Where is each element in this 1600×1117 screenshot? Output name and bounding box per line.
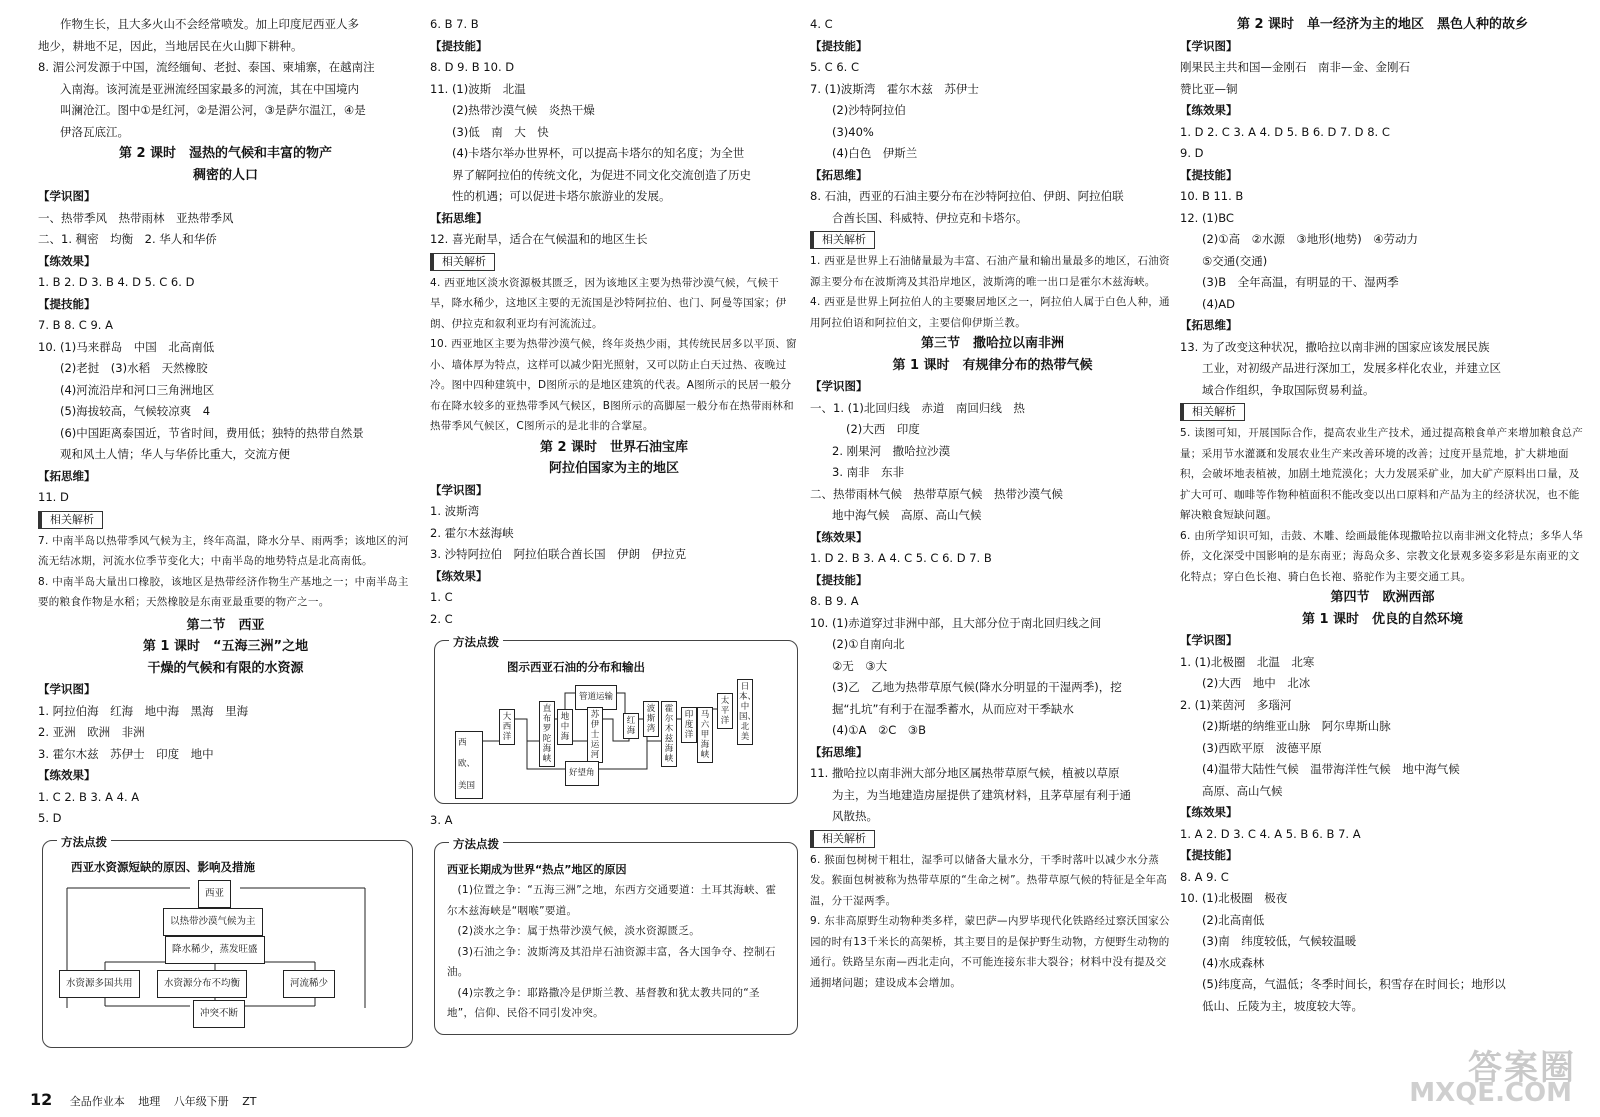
method-box bbox=[42, 834, 413, 1048]
method-box-title: 方法点拨 bbox=[57, 832, 111, 854]
answer-line: 10. B 11. B bbox=[1180, 189, 1244, 203]
method-box bbox=[434, 635, 798, 804]
route-node: 西欧、美国 bbox=[455, 731, 483, 800]
route-node: 苏伊士运河 bbox=[587, 707, 603, 763]
answer-line: 5. D bbox=[38, 811, 62, 825]
route-node: 地中海 bbox=[557, 709, 573, 745]
answer-line: (3)南 纬度较低，气候较温暖 bbox=[1202, 934, 1357, 948]
section-title: 第三节 撒哈拉以南非洲 bbox=[920, 336, 1064, 351]
answer-line: 为主，为当地建造房屋提供了建筑材料，且茅草屋有利于通 bbox=[832, 787, 1131, 802]
category-heading: 【拓思维】 bbox=[1180, 318, 1238, 332]
route-node: 管道运输 bbox=[575, 685, 617, 711]
lesson-subtitle: 稠密的人口 bbox=[192, 167, 258, 183]
answer-line: (2)热带沙漠气候 炎热干燥 bbox=[452, 103, 595, 117]
column-2 bbox=[430, 14, 798, 1041]
answer-line: 2. (1)莱茵河 多瑙河 bbox=[1180, 697, 1292, 712]
answer-line: (2)沙特阿拉伯 bbox=[832, 103, 906, 117]
box-point: (4)宗教之争：耶路撒冷是伊斯兰教、基督教和犹太教共同的“圣地”，信仰、民俗不同引发冲突。 bbox=[447, 986, 760, 1019]
method-box bbox=[434, 836, 798, 1035]
answer-line: (4)河流沿岸和河口三角洲地区 bbox=[60, 382, 215, 397]
flow-node: 降水稀少，蒸发旺盛 bbox=[165, 936, 265, 964]
section-title: 第四节 欧洲西部 bbox=[1330, 590, 1435, 605]
category-heading: 【提技能】 bbox=[1180, 167, 1238, 182]
answer-line: 合酋长国、科威特、伊拉克和卡塔尔。 bbox=[832, 210, 1028, 225]
category-heading: 【学识图】 bbox=[38, 682, 96, 696]
route-node: 马六甲海峡 bbox=[697, 707, 713, 763]
answer-line: (2)大西 印度 bbox=[846, 422, 920, 436]
answer-line: (4)白色 伊斯兰 bbox=[832, 146, 918, 160]
flow-node: 水资源分布不均衡 bbox=[157, 970, 247, 998]
answer-line: (2)斯堪的纳维亚山脉 阿尔卑斯山脉 bbox=[1202, 719, 1391, 733]
answer-line: (2)北高南低 bbox=[1202, 912, 1265, 927]
category-heading: 【练效果】 bbox=[430, 568, 488, 583]
column-1 bbox=[38, 14, 413, 1054]
answer-line: 8. D 9. B 10. D bbox=[430, 60, 515, 74]
category-heading: 【拓思维】 bbox=[430, 210, 488, 225]
column-4 bbox=[1180, 14, 1585, 1017]
lesson-title: 第 1 课时 优良的自然环境 bbox=[1301, 611, 1464, 627]
text-line: 叫澜沧江。图中①是红河，②是湄公河，③是萨尔温江，④是 bbox=[60, 103, 366, 117]
watermark-url: MXQE.COM bbox=[1409, 1078, 1572, 1108]
method-box-title: 方法点拨 bbox=[449, 632, 503, 654]
answer-line: ②无 ③大 bbox=[832, 658, 888, 673]
answer-line: 掘“扎坑”有利于在湿季蓄水，从而应对干季缺水 bbox=[832, 701, 1074, 716]
category-heading: 【练效果】 bbox=[810, 529, 868, 544]
answer-line: 二、1. 稠密 均衡 2. 华人和华侨 bbox=[38, 232, 217, 246]
explanation: 6. 由所学知识可知，击鼓、木雕、绘画最能体现撒哈拉以南非洲文化特点；多华人华侨，文化深受中国影响的是东南亚；海岛众多、宗教文化景观多姿多彩是东南亚的文化特点；穿白色长袍、骑白色长袍、骆驼作为主要交通工具。 bbox=[1180, 529, 1584, 583]
category-heading: 【练效果】 bbox=[1180, 103, 1238, 117]
box-point: (2)淡水之争：属于热带沙漠气候，淡水资源匮乏。 bbox=[457, 925, 701, 937]
answer-line: 1. 阿拉伯海 红海 地中海 黑海 里海 bbox=[38, 703, 249, 718]
lesson-subtitle: 阿拉伯国家为主的地区 bbox=[548, 461, 679, 476]
answer-line: (2)①自南向北 bbox=[832, 637, 905, 651]
category-heading: 【学识图】 bbox=[1180, 38, 1238, 53]
answer-line: 2. 刚果河 撒哈拉沙漠 bbox=[832, 443, 951, 458]
category-heading: 【学识图】 bbox=[430, 482, 488, 497]
water-diagram bbox=[55, 878, 400, 1028]
route-node: 好望角 bbox=[565, 761, 599, 787]
answer-line: (4)水成森林 bbox=[1202, 955, 1265, 970]
answer-line: 6. B 7. B bbox=[430, 17, 479, 31]
category-heading: 【练效果】 bbox=[38, 768, 96, 782]
explanation: 5. 读图可知，开展国际合作，提高农业生产技术，通过提高粮食单产来增加粮食总产量；采用节水灌溉和发展农业生产来改善环境的改善；过度开垦荒地，扩大耕地面积，会破坏地表植被，加剧土地荒漠化；大力发展采矿业，加大矿产原料出口量，及扩大可可、咖啡等作物种植面积不能改变以出口原料和产品为主的经济状况，也不能解决粮食短缺问题。 bbox=[1180, 427, 1584, 521]
answer-line: 4. C bbox=[810, 17, 833, 31]
lesson-title: 第 2 课时 单一经济为主的地区 黑色人种的故乡 bbox=[1236, 17, 1529, 32]
answer-line: 9. D bbox=[1180, 146, 1204, 160]
answer-line: 11. (1)波斯 北温 bbox=[430, 81, 526, 96]
flow-node: 冲突不断 bbox=[193, 1000, 245, 1028]
diagram-title: 图示西亚石油的分布和输出 bbox=[507, 660, 645, 674]
method-box-title: 方法点拨 bbox=[449, 834, 503, 856]
answer-line: 界了解阿拉伯的传统文化，为促进不同文化交流创造了历史 bbox=[452, 167, 751, 182]
category-heading: 【学识图】 bbox=[810, 379, 868, 393]
answer-line: (3)B 全年高温，有明显的干、湿两季 bbox=[1202, 275, 1399, 289]
answer-line: (6)中国距离泰国近，节省时间，费用低；独特的热带自然景 bbox=[60, 425, 364, 440]
text-line: 入南海。该河流是亚洲流经国家最多的河流，其在中国境内 bbox=[60, 81, 359, 96]
answer-line: 10. (1)赤道穿过非洲中部，且大部分位于南北回归线之间 bbox=[810, 615, 1102, 630]
answer-line: 地中海气候 高原、高山气候 bbox=[832, 508, 982, 522]
answer-line: 观和风土人情；华人与华侨比重大，交流方便 bbox=[60, 447, 290, 461]
analysis-label: 相关解析 bbox=[1180, 403, 1245, 421]
answer-line: 一、1. (1)北回归线 赤道 南回归线 热 bbox=[810, 400, 1025, 415]
answer-line: 12. 喜光耐旱，适合在气候温和的地区生长 bbox=[430, 232, 648, 246]
route-node: 直布罗陀海峡 bbox=[539, 701, 555, 767]
explanation: 1. 西亚是世界上石油储量最为丰富、石油产量和输出量最多的地区，石油资源主要分布在波斯湾及其沿岸地区，波斯湾的唯一出口是霍尔木兹海峡。 bbox=[810, 255, 1170, 288]
answer-line: 7. B 8. C 9. A bbox=[38, 318, 113, 332]
answer-line: 低山、丘陵为主，坡度较大等。 bbox=[1202, 998, 1363, 1013]
grade-label: 八年级下册 bbox=[173, 1095, 229, 1108]
category-heading: 【拓思维】 bbox=[810, 744, 868, 759]
category-heading: 【学识图】 bbox=[38, 189, 96, 203]
category-heading: 【提技能】 bbox=[810, 38, 868, 53]
answer-line: 10. (1)马来群岛 中国 北高南低 bbox=[38, 339, 215, 354]
answer-line: 12. (1)BC bbox=[1180, 210, 1234, 225]
answer-line: (2)老挝 (3)水稻 天然橡胶 bbox=[60, 361, 208, 375]
explanation: 4. 西亚是世界上阿拉伯人的主要聚居地区之一，阿拉伯人属于白色人种，通用阿拉伯语和阿拉伯文，主要信仰伊斯兰教。 bbox=[810, 296, 1170, 329]
answer-line: (2)大西 地中 北冰 bbox=[1202, 676, 1311, 690]
analysis-label: 相关解析 bbox=[810, 231, 875, 249]
analysis-label: 相关解析 bbox=[430, 253, 495, 271]
answer-line: 风散热。 bbox=[832, 809, 878, 823]
answer-line: 高原、高山气候 bbox=[1202, 783, 1283, 798]
flow-node: 以热带沙漠气候为主 bbox=[163, 908, 263, 936]
answer-line: 1. 波斯湾 bbox=[430, 504, 480, 518]
edition-label: ZT bbox=[242, 1095, 257, 1108]
answer-line: 3. A bbox=[430, 813, 453, 827]
explanation: 10. 西亚地区主要为热带沙漠气候，终年炎热少雨，其传统民居多以平顶、窗小、墙体厚为特点，这样可以减少阳光照射，又可以防止白天过热、夜晚过冷。图中四种建筑中，D图所示的是地区建筑的代表。A图所示的民居一般分布在降水较多的亚热带季风气候区，B图所示的高脚屋一般分布在热带雨林和热带季风气候区，C图所示的是北非的合掌屋。 bbox=[430, 338, 797, 432]
lesson-title: 第 2 课时 世界石油宝库 bbox=[539, 439, 689, 455]
category-heading: 【拓思维】 bbox=[38, 468, 96, 483]
box-point: (1)位置之争：“五海三洲”之地，东西方交通要道：土耳其海峡、霍尔木兹海峡是“咽喉”要道。 bbox=[447, 884, 777, 917]
flow-node: 西亚 bbox=[198, 880, 231, 908]
analysis-label: 相关解析 bbox=[38, 511, 103, 529]
explanation: 7. 中南半岛以热带季风气候为主，终年高温，降水分旱、雨两季；该地区的河流无结冰期，河流水位季节变化大；中南半岛的地势特点是北高南低。 bbox=[38, 534, 409, 567]
answer-line: 性的机遇；可以促进卡塔尔旅游业的发展。 bbox=[452, 189, 671, 203]
answer-line: 赞比亚—铜 bbox=[1180, 81, 1238, 96]
answer-line: (4)①A ②C ③B bbox=[832, 723, 927, 737]
section-title: 第二节 西亚 bbox=[186, 617, 265, 633]
answer-line: (4)卡塔尔举办世界杯，可以提高卡塔尔的知名度；为全世 bbox=[452, 146, 745, 160]
answer-line: 8. 石油，西亚的石油主要分布在沙特阿拉伯、伊朗、阿拉伯联 bbox=[810, 189, 1124, 203]
answer-line: 8. B 9. A bbox=[810, 594, 859, 608]
route-node: 红海 bbox=[623, 713, 639, 739]
explanation: 8. 中南半岛大量出口橡胶，该地区是热带经济作物生产基地之一；中南半岛主要的粮食作物是水稻；天然橡胶是东南亚最重要的物产之一。 bbox=[38, 575, 409, 608]
category-heading: 【提技能】 bbox=[1180, 848, 1238, 862]
explanation: 6. 猴面包树树干粗壮，湿季可以储备大量水分，干季时落叶以减少水分蒸发。猴面包树被称为热带草原的“生命之树”。热带草原气候的特征是全年高温，分干湿两季。 bbox=[810, 853, 1168, 907]
answer-line: (4)AD bbox=[1202, 296, 1236, 311]
lesson-subtitle: 干燥的气候和有限的水资源 bbox=[147, 660, 304, 676]
answer-line: (3)西欧平原 波德平原 bbox=[1202, 740, 1322, 755]
answer-line: 7. (1)波斯湾 霍尔木兹 苏伊士 bbox=[810, 81, 979, 96]
box-point: (3)石油之争：波斯湾及其沿岸石油资源丰富，各大国争夺、控制石油。 bbox=[447, 945, 776, 978]
route-node: 霍尔木兹海峡 bbox=[661, 701, 677, 767]
text-line: 作物生长，且大多火山不会经常喷发。加上印度尼西亚人多 bbox=[60, 17, 359, 31]
answer-line: 3. 南非 东非 bbox=[832, 465, 905, 479]
text-line: 8. 湄公河发源于中国，流经缅甸、老挝、泰国、柬埔寨，在越南注 bbox=[38, 60, 375, 74]
route-node: 太平洋 bbox=[717, 693, 733, 729]
category-heading: 【练效果】 bbox=[1180, 805, 1238, 819]
lesson-title: 第 1 课时 “五海三洲”之地 bbox=[142, 639, 309, 654]
lesson-title: 第 1 课时 有规律分布的热带气候 bbox=[892, 357, 1093, 373]
answer-line: (5)纬度高，气温低；冬季时间长，积雪存在时间长；地形以 bbox=[1202, 977, 1506, 991]
subject-label: 地理 bbox=[138, 1095, 161, 1108]
lesson-title: 第 2 课时 湿热的气候和丰富的物产 bbox=[118, 146, 333, 161]
answer-line: 1. B 2. D 3. B 4. D 5. C 6. D bbox=[38, 275, 195, 289]
answer-line: 10. (1)北极圈 极夜 bbox=[1180, 891, 1288, 905]
category-heading: 【提技能】 bbox=[810, 572, 868, 587]
answer-line: 1. C bbox=[430, 590, 453, 604]
text-line: 地少，耕地不足，因此，当地居民在火山脚下耕种。 bbox=[38, 38, 303, 53]
answer-line: 2. 霍尔木兹海峡 bbox=[430, 525, 514, 540]
answer-line: (3)低 南 大 快 bbox=[452, 124, 549, 139]
answer-line: 域合作组织，争取国际贸易利益。 bbox=[1202, 382, 1375, 397]
answer-line: (3)40% bbox=[832, 124, 874, 139]
answer-line: 2. 亚洲 欧洲 非洲 bbox=[38, 725, 145, 739]
answer-line: 3. 霍尔木兹 苏伊士 印度 地中 bbox=[38, 746, 214, 761]
page-footer bbox=[30, 1090, 267, 1109]
answer-line: 1. C 2. B 3. A 4. A bbox=[38, 789, 140, 804]
category-heading: 【提技能】 bbox=[430, 38, 488, 53]
category-heading: 【提技能】 bbox=[38, 296, 96, 311]
box-heading: 西亚长期成为世界“热点”地区的原因 bbox=[447, 862, 627, 876]
route-node: 大西洋 bbox=[499, 709, 515, 745]
answer-line: 1. D 2. B 3. A 4. C 5. C 6. D 7. B bbox=[810, 551, 992, 565]
text-line: 伊洛瓦底江。 bbox=[60, 124, 129, 139]
answer-line: (5)海拔较高，气候较凉爽 4 bbox=[60, 404, 211, 418]
explanation: 9. 东非高原野生动物种类多样，蒙巴萨—内罗毕现代化铁路经过察沃国家公园的时有13千米长的高架桥，其主要目的是保护野生动物，方便野生动物的通行。铁路呈东南—西北走向，不可能连接东非大裂谷；材料中没有提及交通拥堵问题；建设成本会增加。 bbox=[810, 915, 1170, 989]
answer-line: 刚果民主共和国—金刚石 南非—金、金刚石 bbox=[1180, 60, 1410, 74]
answer-line: (3)乙 乙地为热带草原气候(降水分明显的干湿两季)，挖 bbox=[832, 680, 1122, 694]
answer-line: 二、热带雨林气候 热带草原气候 热带沙漠气候 bbox=[810, 486, 1063, 501]
flow-node: 河流稀少 bbox=[283, 970, 335, 998]
answer-line: 工业，对初级产品进行深加工，发展多样化农业，并建立区 bbox=[1202, 361, 1501, 375]
answer-line: 5. C 6. C bbox=[810, 60, 859, 74]
book-title: 全品作业本 bbox=[69, 1095, 125, 1108]
answer-line: 11. 撒哈拉以南非洲大部分地区属热带草原气候，植被以草原 bbox=[810, 766, 1120, 780]
column-3 bbox=[810, 14, 1175, 993]
page-number: 12 bbox=[30, 1090, 53, 1109]
answer-line: ⑤交通(交通) bbox=[1202, 253, 1268, 268]
category-heading: 【练效果】 bbox=[38, 253, 96, 268]
route-node: 印度洋 bbox=[681, 707, 697, 743]
answer-line: 11. D bbox=[38, 490, 69, 504]
category-heading: 【拓思维】 bbox=[810, 167, 868, 182]
route-node: 日本、中国、北美 bbox=[737, 679, 753, 745]
answer-line: (4)温带大陆性气候 温带海洋性气候 地中海气候 bbox=[1202, 762, 1460, 776]
analysis-label: 相关解析 bbox=[810, 830, 875, 848]
category-heading: 【学识图】 bbox=[1180, 633, 1238, 647]
oil-route-diagram bbox=[447, 679, 785, 791]
answer-line: 2. C bbox=[430, 611, 453, 626]
flow-node: 水资源多国共用 bbox=[59, 970, 140, 998]
answer-line: 1. (1)北极圈 北温 北寒 bbox=[1180, 654, 1315, 669]
answer-line: 1. D 2. C 3. A 4. D 5. B 6. D 7. D 8. C bbox=[1180, 124, 1390, 139]
route-node: 波斯湾 bbox=[643, 701, 659, 737]
answer-line: 1. A 2. D 3. C 4. A 5. B 6. B 7. A bbox=[1180, 826, 1361, 841]
watermark-logo: 答案圈 bbox=[1468, 1048, 1576, 1088]
answer-line: 一、热带季风 热带雨林 亚热带季风 bbox=[38, 210, 234, 225]
answer-line: 3. 沙特阿拉伯 阿拉伯联合酋长国 伊朗 伊拉克 bbox=[430, 547, 687, 561]
explanation: 4. 西亚地区淡水资源极其匮乏，因为该地区主要为热带沙漠气候，气候干旱，降水稀少，这地区主要的无流国是沙特阿拉伯、也门、阿曼等国家；伊朗、伊拉克和叙利亚均有河流流过。 bbox=[430, 276, 787, 330]
diagram-title: 西亚水资源短缺的原因、影响及措施 bbox=[71, 859, 255, 874]
answer-line: 8. A 9. C bbox=[1180, 869, 1229, 884]
answer-line: (2)①高 ②水源 ③地形(地势) ④劳动力 bbox=[1202, 232, 1418, 246]
answer-line: 13. 为了改变这种状况，撒哈拉以南非洲的国家应该发展民族 bbox=[1180, 339, 1490, 354]
